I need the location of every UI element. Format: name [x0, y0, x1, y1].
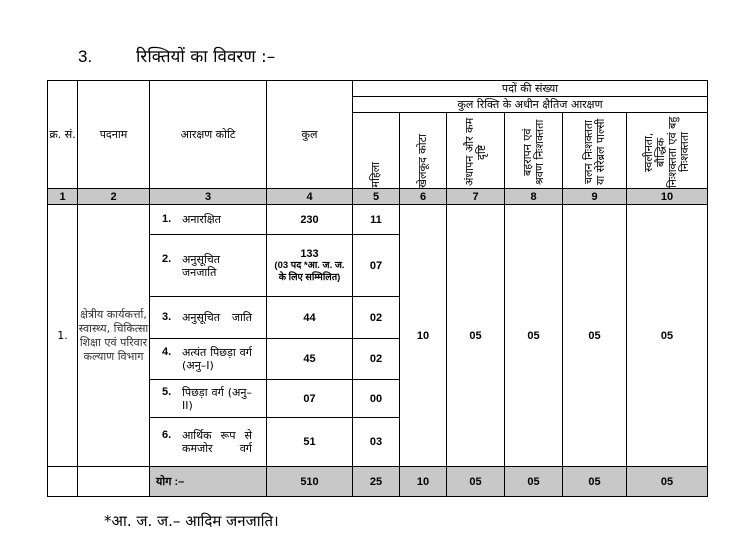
col-num: 2 — [78, 189, 150, 205]
header-locomotor: चलन निःशक्तता या सेरेब्रल पाल्सी — [563, 113, 627, 189]
total-autism: 05 — [627, 467, 708, 497]
col-num: 6 — [400, 189, 447, 205]
category-women: 02 — [353, 339, 400, 380]
category-women: 07 — [353, 235, 400, 297]
col-num: 9 — [563, 189, 627, 205]
column-number-row — [48, 189, 708, 205]
category-women: 11 — [353, 205, 400, 235]
section-heading — [78, 44, 275, 67]
total-row — [48, 467, 708, 497]
sports-quota: 10 — [400, 205, 447, 467]
row-sr: 1. — [48, 205, 78, 467]
vacancy-table — [47, 80, 708, 497]
category-cell: 3. अनुसूचित जाति — [150, 297, 267, 339]
header-deaf: बहरापन एवं श्रवण निःशक्तता — [505, 113, 563, 189]
category-women: 02 — [353, 297, 400, 339]
col-num: 4 — [267, 189, 353, 205]
header-women: महिला — [353, 113, 400, 189]
total-locomotor: 05 — [563, 467, 627, 497]
post-name: क्षेत्रीय कार्यकर्त्ता, स्वास्थ्य, चिकित्सा शिक्षा एवं परिवार कल्याण विभाग — [78, 205, 150, 467]
col-num: 5 — [353, 189, 400, 205]
col-num: 10 — [627, 189, 708, 205]
header-posts-count: पदों की संख्या — [353, 81, 708, 97]
blind-quota: 05 — [447, 205, 505, 467]
locomotor-quota: 05 — [563, 205, 627, 467]
category-total: 44 — [267, 297, 353, 339]
category-total: 45 — [267, 339, 353, 380]
grand-total: 510 — [267, 467, 353, 497]
header-sports: खेलकूद कोटा — [400, 113, 447, 189]
total-label: योग :– — [150, 467, 267, 497]
header-total: कुल — [267, 81, 353, 189]
col-num: 8 — [505, 189, 563, 205]
header-sr: क्र. सं. — [48, 81, 78, 189]
category-cell: 5. पिछड़ा वर्ग (अनु–II) — [150, 380, 267, 418]
category-cell: 1. अनारक्षित — [150, 205, 267, 235]
total-sports: 10 — [400, 467, 447, 497]
category-total: 07 — [267, 380, 353, 418]
deaf-quota: 05 — [505, 205, 563, 467]
category-cell: 4. अत्यंत पिछड़ा वर्ग (अनु–I) — [150, 339, 267, 380]
footnote: *आ. ज. ज.– आदिम जनजाति। — [104, 512, 279, 530]
col-num: 7 — [447, 189, 505, 205]
section-number: 3. — [78, 47, 93, 66]
category-women: 03 — [353, 418, 400, 467]
total-deaf: 05 — [505, 467, 563, 497]
category-cell: 6. आर्थिक रूप से कमजोर वर्ग — [150, 418, 267, 467]
header-post-name: पदनाम — [78, 81, 150, 189]
total-note: (03 पद *आ. ज. ज. के लिए सम्मिलित) — [274, 259, 345, 283]
header-blind: अंधापन और कम दृष्टि — [447, 113, 505, 189]
total-women: 25 — [353, 467, 400, 497]
section-title: रिक्तियों का विवरण :– — [136, 47, 276, 67]
header-reservation: आरक्षण कोटि — [150, 81, 267, 189]
total-blind: 05 — [447, 467, 505, 497]
autism-quota: 05 — [627, 205, 708, 467]
category-cell: 2. अनुसूचित जनजाति — [150, 235, 267, 297]
header-horizontal-reservation: कुल रिक्ति के अधीन क्षैतिज आरक्षण — [353, 97, 708, 113]
header-autism: स्वलीनता, बौद्धिक निःशक्तता एवं बहु निःशक्तता — [627, 113, 708, 189]
table-row — [48, 205, 708, 235]
category-total: 230 — [267, 205, 353, 235]
col-num: 1 — [48, 189, 78, 205]
category-women: 00 — [353, 380, 400, 418]
category-total: 51 — [267, 418, 353, 467]
category-total: 133 (03 पद *आ. ज. ज. के लिए सम्मिलित) — [267, 235, 353, 297]
col-num: 3 — [150, 189, 267, 205]
